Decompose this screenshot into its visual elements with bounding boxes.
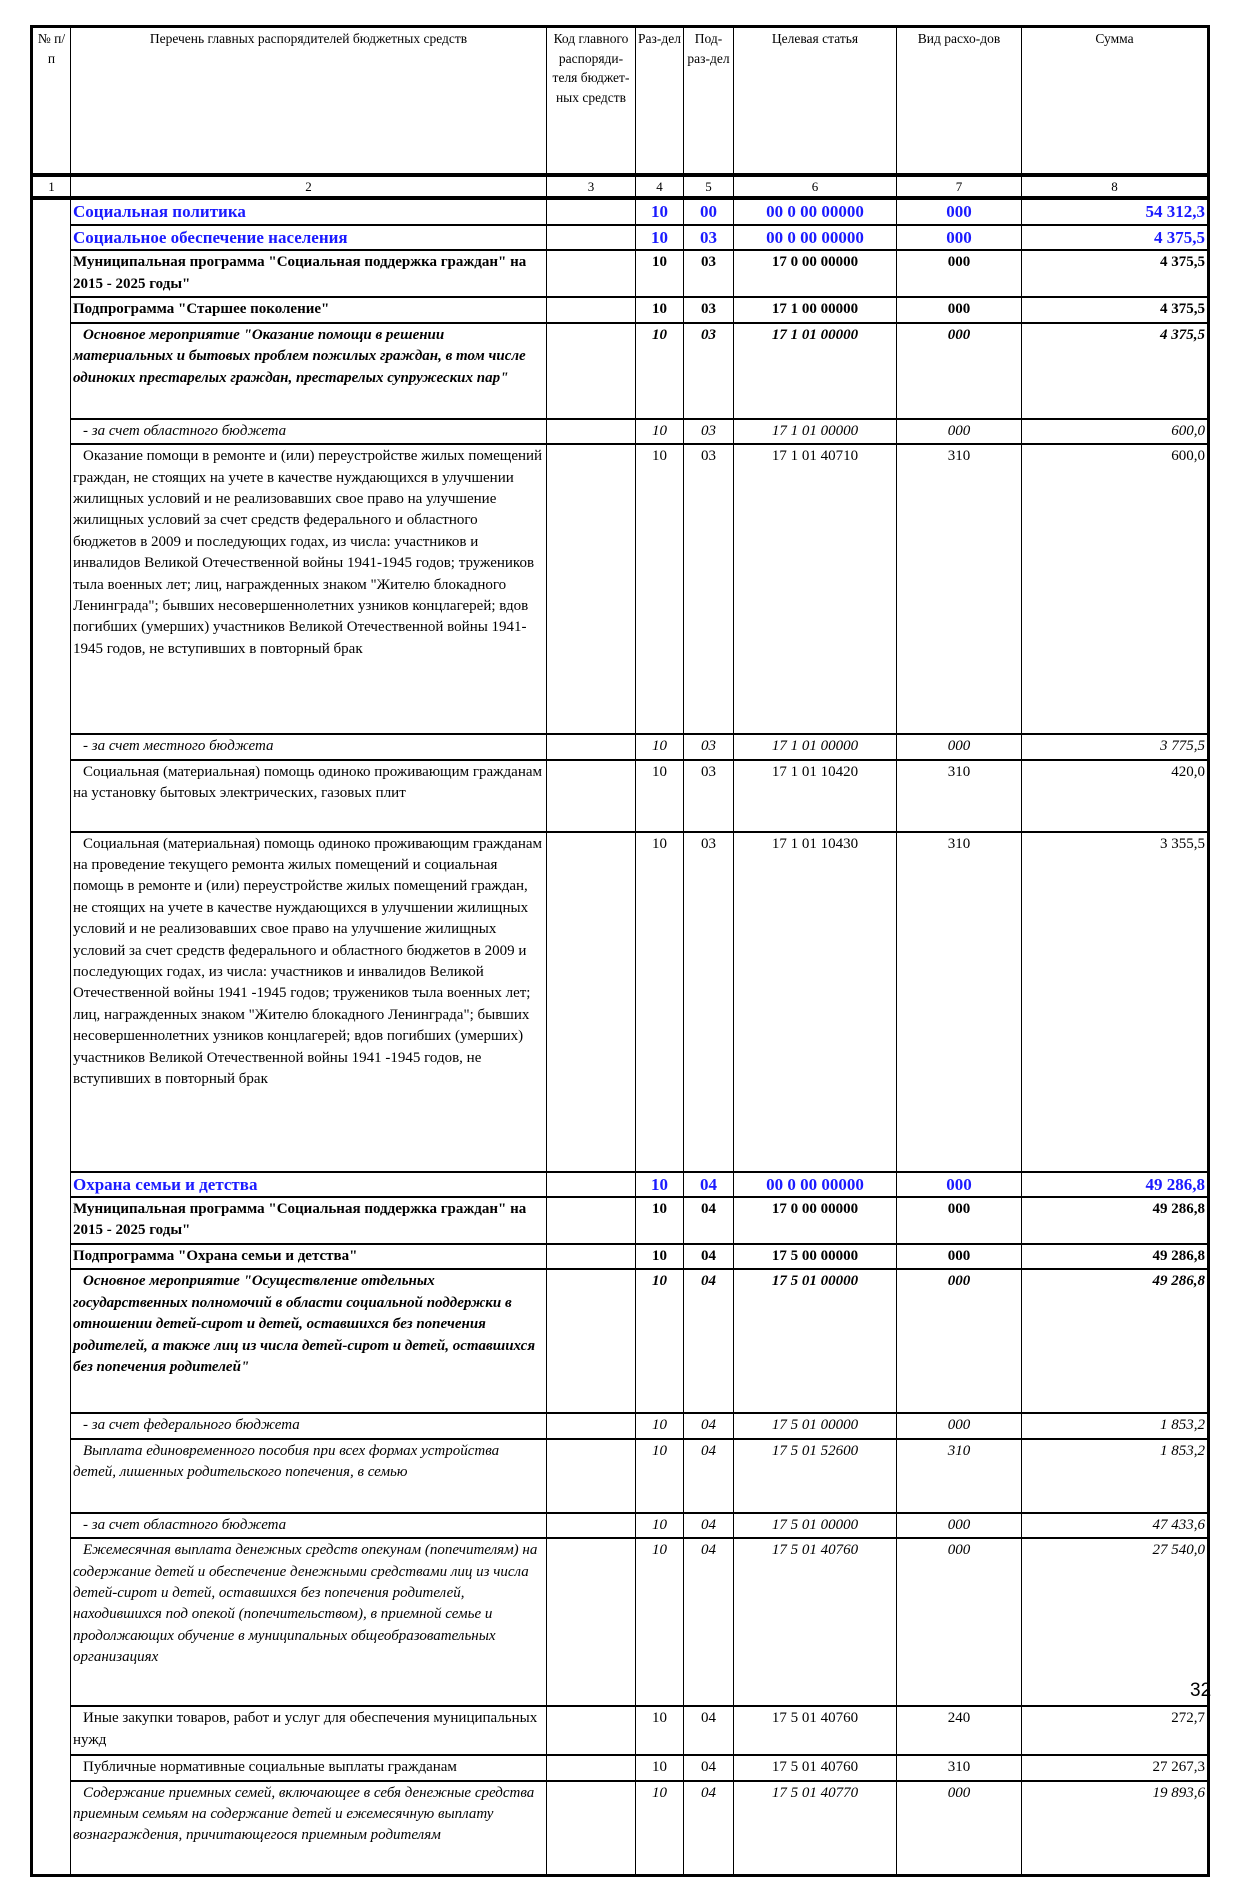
row-razdel: 10 [636,323,684,419]
row-statya: 00 0 00 00000 [734,225,897,250]
row-podrazdel: 04 [684,1244,734,1269]
row-statya: 00 0 00 00000 [734,198,897,225]
row-number [32,1755,71,1780]
row-podrazdel: 04 [684,1513,734,1538]
table-row [32,1413,1209,1438]
row-code [547,1513,636,1538]
table-row [32,419,1209,444]
table-row [32,198,1209,225]
row-vid: 000 [897,1538,1022,1706]
row-summa: 49 286,8 [1022,1269,1209,1413]
budget-table [30,25,1210,1877]
row-code [547,1439,636,1513]
row-summa: 600,0 [1022,444,1209,734]
row-summa: 27 267,3 [1022,1755,1209,1780]
row-code [547,323,636,419]
row-razdel: 10 [636,198,684,225]
row-statya: 17 0 00 00000 [734,250,897,297]
col-num: 3 [547,175,636,198]
row-vid: 000 [897,1513,1022,1538]
row-vid: 000 [897,297,1022,322]
row-number [32,1172,71,1197]
row-statya: 17 0 00 00000 [734,1197,897,1244]
row-code [547,419,636,444]
row-podrazdel: 04 [684,1172,734,1197]
row-code [547,1755,636,1780]
col-num: 7 [897,175,1022,198]
header-podrazdel: Под-раз-дел [684,27,734,176]
row-summa: 3 355,5 [1022,832,1209,1172]
row-number [32,734,71,759]
row-summa: 4 375,5 [1022,323,1209,419]
table-row [32,444,1209,734]
row-podrazdel: 03 [684,225,734,250]
row-code [547,1172,636,1197]
row-number [32,1439,71,1513]
table-row [32,760,1209,832]
row-vid: 310 [897,832,1022,1172]
row-code [547,1538,636,1706]
row-name: Основное мероприятие "Оказание помощи в решении материальных и бытовых проблем пожилых граждан, в том числе одиноких престарелых граждан, престарелых супружеских пар" [71,323,547,419]
row-podrazdel: 04 [684,1755,734,1780]
row-podrazdel: 03 [684,832,734,1172]
row-name: Выплата единовременного пособия при всех формах устройства детей, лишенных родительского попечения, в семью [71,1439,547,1513]
row-number [32,1538,71,1706]
row-razdel: 10 [636,832,684,1172]
row-summa: 4 375,5 [1022,297,1209,322]
table-row [32,323,1209,419]
row-name: Социальная (материальная) помощь одиноко проживающим гражданам на проведение текущего ремонта жилых помещений и социальная помощь в ремонте и (или) переустройстве жилых помещений граждан, не стоящих на учете в качестве нуждающихся в улучшении жилищных условий и не реализовавших свое право на улучшение жилищных условий за счет средств федерального и областного бюджетов в 2009 и последующих годах, из числа: участников и инвалидов Великой Отечественной войны 1941 -1945 годов; тружеников тыла военных лет; лиц, награжденных знаком "Жителю блокадного Ленинграда"; бывших несовершеннолетних узников концлагерей; вдов погибших (умерших) участников Великой Отечественной войны 1941 -1945 годов, не вступивших в повторный брак [71,832,547,1172]
row-podrazdel: 04 [684,1269,734,1413]
row-code [547,198,636,225]
row-statya: 17 5 01 00000 [734,1413,897,1438]
row-summa: 19 893,6 [1022,1781,1209,1876]
column-numbers-row [32,175,1209,198]
row-razdel: 10 [636,1781,684,1876]
row-name: Подпрограмма "Охрана семьи и детства" [71,1244,547,1269]
header-vid: Вид расхо-дов [897,27,1022,176]
header-name: Перечень главных распорядителей бюджетных средств [71,27,547,176]
table-row [32,1513,1209,1538]
row-name: Подпрограмма "Старшее поколение" [71,297,547,322]
row-number [32,1413,71,1438]
row-code [547,225,636,250]
row-razdel: 10 [636,1269,684,1413]
row-razdel: 10 [636,1538,684,1706]
row-statya: 17 5 01 52600 [734,1439,897,1513]
row-podrazdel: 04 [684,1197,734,1244]
row-summa: 3 775,5 [1022,734,1209,759]
row-summa: 54 312,3 [1022,198,1209,225]
row-name: Основное мероприятие "Осуществление отдельных государственных полномочий в области социальной поддержки в отношении детей-сирот и детей, оставшихся без попечения родителей, а также лиц из числа детей-сирот и детей, оставшихся без попечения родителей" [71,1269,547,1413]
row-code [547,1413,636,1438]
row-number [32,198,71,225]
row-statya: 17 1 01 10420 [734,760,897,832]
row-vid: 000 [897,1197,1022,1244]
table-row [32,734,1209,759]
row-razdel: 10 [636,1197,684,1244]
row-name: Содержание приемных семей, включающее в себя денежные средства приемным семьям на содержание детей и ежемесячную выплату вознаграждения, причитающегося приемным родителям [71,1781,547,1876]
row-summa: 49 286,8 [1022,1172,1209,1197]
row-number [32,832,71,1172]
row-vid: 000 [897,323,1022,419]
row-summa: 4 375,5 [1022,250,1209,297]
row-razdel: 10 [636,250,684,297]
row-name: Иные закупки товаров, работ и услуг для обеспечения муниципальных нужд [71,1706,547,1755]
row-code [547,297,636,322]
table-row [32,1439,1209,1513]
row-vid: 240 [897,1706,1022,1755]
row-code [547,444,636,734]
row-statya: 17 1 01 00000 [734,734,897,759]
header-statya: Целевая статья [734,27,897,176]
row-summa: 1 853,2 [1022,1413,1209,1438]
row-name: Оказание помощи в ремонте и (или) переустройстве жилых помещений граждан, не стоящих на учете в качестве нуждающихся в улучшении жилищных условий и не реализовавших свое право на улучшение жилищных условий за счет средств федерального и областного бюджетов в 2009 и последующих годах, из числа: участников и инвалидов Великой Отечественной войны 1941-1945 годов; тружеников тыла военных лет; лиц, награжденных знаком "Жителю блокадного Ленинграда"; бывших несовершеннолетних узников концлагерей; вдов погибших (умерших) участников Великой Отечественной войны 1941-1945 годов, не вступивших в повторный брак [71,444,547,734]
row-vid: 000 [897,225,1022,250]
row-name: - за счет областного бюджета [71,419,547,444]
row-podrazdel: 03 [684,323,734,419]
row-code [547,832,636,1172]
row-number [32,250,71,297]
row-statya: 17 5 01 00000 [734,1513,897,1538]
row-number [32,1781,71,1876]
row-code [547,250,636,297]
col-num: 2 [71,175,547,198]
row-statya: 17 5 00 00000 [734,1244,897,1269]
row-number [32,419,71,444]
row-statya: 17 1 01 10430 [734,832,897,1172]
header-row [32,27,1209,176]
row-vid: 310 [897,444,1022,734]
row-summa: 47 433,6 [1022,1513,1209,1538]
row-vid: 000 [897,419,1022,444]
row-vid: 000 [897,1172,1022,1197]
row-code [547,1269,636,1413]
table-row [32,225,1209,250]
col-num: 5 [684,175,734,198]
row-number [32,1197,71,1244]
row-podrazdel: 03 [684,760,734,832]
header-summa: Сумма [1022,27,1209,176]
row-vid: 000 [897,1269,1022,1413]
row-statya: 17 5 01 40760 [734,1755,897,1780]
row-razdel: 10 [636,1513,684,1538]
col-num: 4 [636,175,684,198]
table-row [32,1755,1209,1780]
row-vid: 000 [897,198,1022,225]
col-num: 1 [32,175,71,198]
row-name: Публичные нормативные социальные выплаты гражданам [71,1755,547,1780]
row-code [547,734,636,759]
row-statya: 17 5 01 40770 [734,1781,897,1876]
row-statya: 00 0 00 00000 [734,1172,897,1197]
row-razdel: 10 [636,297,684,322]
table-row [32,1244,1209,1269]
row-number [32,1269,71,1413]
row-name: Муниципальная программа "Социальная поддержка граждан" на 2015 - 2025 годы" [71,1197,547,1244]
row-vid: 310 [897,1439,1022,1513]
row-name: Муниципальная программа "Социальная поддержка граждан" на 2015 - 2025 годы" [71,250,547,297]
row-summa: 600,0 [1022,419,1209,444]
row-vid: 000 [897,250,1022,297]
row-name: Ежемесячная выплата денежных средств опекунам (попечителям) на содержание детей и обеспечение денежными средствами лиц из числа детей-сирот и детей, оставшихся без попечения родителей, находившихся под опекой (попечительством), в приемной семье и продолжающих обучение в муниципальных общеобразовательных организациях [71,1538,547,1706]
row-vid: 000 [897,734,1022,759]
row-podrazdel: 04 [684,1538,734,1706]
header-razdel: Раз-дел [636,27,684,176]
row-podrazdel: 04 [684,1706,734,1755]
row-podrazdel: 03 [684,734,734,759]
row-razdel: 10 [636,1439,684,1513]
row-name: - за счет федерального бюджета [71,1413,547,1438]
row-podrazdel: 03 [684,297,734,322]
row-razdel: 10 [636,419,684,444]
row-number [32,760,71,832]
header-number: № п/п [32,27,71,176]
row-razdel: 10 [636,444,684,734]
row-summa: 27 540,0 [1022,1538,1209,1706]
row-name: - за счет областного бюджета [71,1513,547,1538]
row-vid: 000 [897,1244,1022,1269]
row-razdel: 10 [636,1172,684,1197]
row-number [32,225,71,250]
row-podrazdel: 03 [684,444,734,734]
row-number [32,323,71,419]
row-razdel: 10 [636,1413,684,1438]
row-code [547,1244,636,1269]
row-number [32,1706,71,1755]
row-podrazdel: 04 [684,1413,734,1438]
row-razdel: 10 [636,1706,684,1755]
table-row [32,1197,1209,1244]
row-code [547,760,636,832]
row-name: Социальное обеспечение населения [71,225,547,250]
row-podrazdel: 03 [684,419,734,444]
row-code [547,1781,636,1876]
row-number [32,444,71,734]
row-summa: 1 853,2 [1022,1439,1209,1513]
row-razdel: 10 [636,1244,684,1269]
row-statya: 17 1 00 00000 [734,297,897,322]
row-statya: 17 1 01 40710 [734,444,897,734]
row-summa: 49 286,8 [1022,1197,1209,1244]
row-name: Социальная (материальная) помощь одиноко проживающим гражданам на установку бытовых электрических, газовых плит [71,760,547,832]
col-num: 6 [734,175,897,198]
table-row [32,1269,1209,1413]
row-statya: 17 5 01 00000 [734,1269,897,1413]
row-podrazdel: 04 [684,1781,734,1876]
row-vid: 310 [897,1755,1022,1780]
row-vid: 000 [897,1781,1022,1876]
table-row [32,1538,1209,1706]
row-code [547,1706,636,1755]
table-row [32,1172,1209,1197]
row-podrazdel: 04 [684,1439,734,1513]
row-razdel: 10 [636,1755,684,1780]
row-summa: 272,7 [1022,1706,1209,1755]
table-row [32,1706,1209,1755]
row-code [547,1197,636,1244]
row-number [32,1513,71,1538]
row-name: - за счет местного бюджета [71,734,547,759]
row-name: Охрана семьи и детства [71,1172,547,1197]
row-podrazdel: 00 [684,198,734,225]
row-summa: 4 375,5 [1022,225,1209,250]
row-number [32,1244,71,1269]
row-vid: 000 [897,1413,1022,1438]
row-name: Социальная политика [71,198,547,225]
row-statya: 17 1 01 00000 [734,323,897,419]
row-summa: 49 286,8 [1022,1244,1209,1269]
row-summa: 420,0 [1022,760,1209,832]
header-code: Код главного распоряди-теля бюджет-ных средств [547,27,636,176]
row-statya: 17 5 01 40760 [734,1538,897,1706]
row-number [32,297,71,322]
row-razdel: 10 [636,225,684,250]
page-number: 32 [1190,1680,1212,1701]
row-statya: 17 1 01 00000 [734,419,897,444]
row-podrazdel: 03 [684,250,734,297]
table-row [32,297,1209,322]
col-num: 8 [1022,175,1209,198]
table-row [32,832,1209,1172]
row-vid: 310 [897,760,1022,832]
row-razdel: 10 [636,760,684,832]
row-razdel: 10 [636,734,684,759]
table-row [32,1781,1209,1876]
table-row [32,250,1209,297]
row-statya: 17 5 01 40760 [734,1706,897,1755]
